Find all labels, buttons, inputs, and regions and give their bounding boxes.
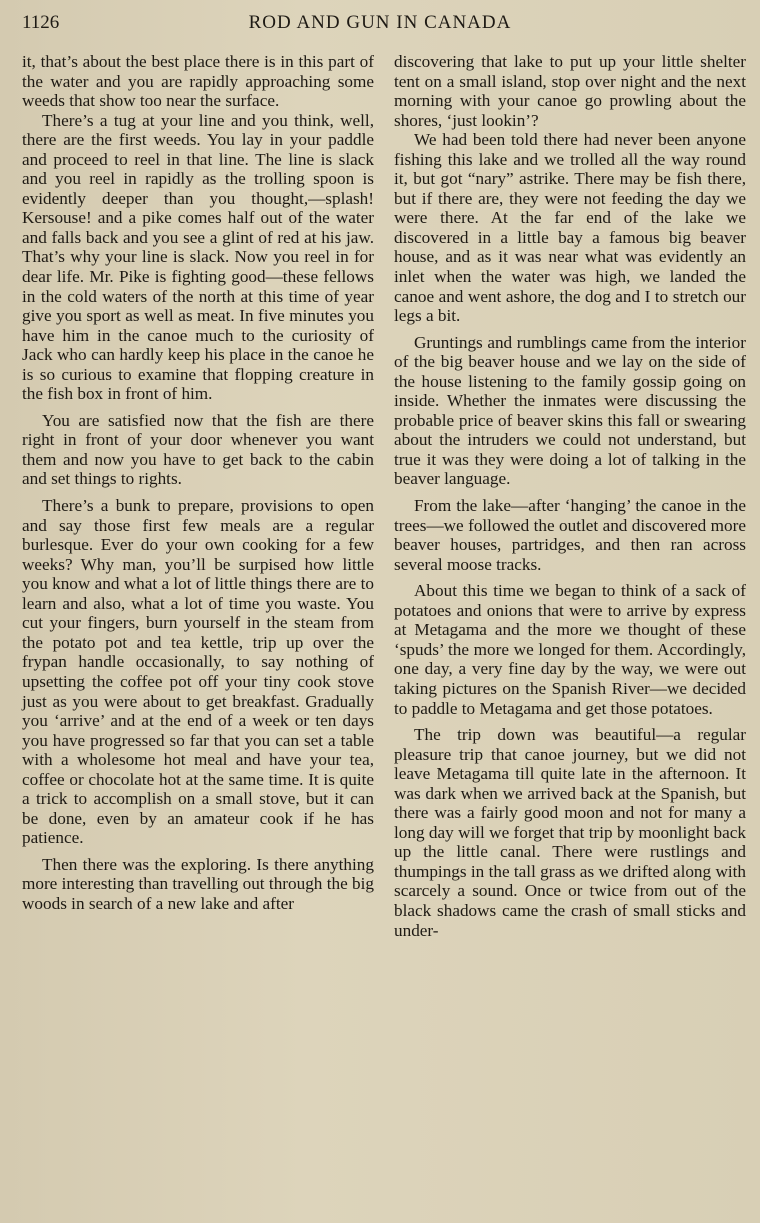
paragraph: We had been told there had never been anyone fishing this lake and we trolled all the way round it, but got “nary” astrike. There may be fish there, but if there are, they were not feeding the day we were there. At the far end of the lake we discovered in a little bay a famous big beaver house, and as it was near what was evidently an inlet when the water was high, we landed the canoe and went ashore, the dog and I to stretch our legs a bit. xyxy=(394,130,746,326)
paragraph: it, that’s about the best place there is in this part of the water and you are rapidly approaching some weeds that show too near the surface. xyxy=(22,52,374,111)
paragraph: The trip down was beautiful—a regular pleasure trip that canoe journey, but we did not leave Metagama till quite late in the afternoon. It was dark when we arrived back at the Spanish, but there was a fairly good moon and not for many a long day will we forget that trip by moonlight back up the little canal. There were rustlings and thumpings in the tall grass as we drifted along with scarcely a sound. Once or twice from out of the black shadows came the crash of small sticks and under- xyxy=(394,725,746,940)
running-title: ROD AND GUN IN CANADA xyxy=(248,12,512,33)
paragraph: Then there was the exploring. Is there anything more interesting than travelling out through the big woods in search of a new lake and after xyxy=(22,854,374,913)
paragraph: There’s a tug at your line and you think, well, there are the first weeds. You lay in your paddle and proceed to reel in that line. The line is slack and you reel in rapidly as the trolling spoon is evidently deeper than you thought,—splash! Kersouse! and a pike comes half out of the water and falls back and you see a glint of red at his jaw. That’s why your line is slack. Now you reel in for dear life. Mr. Pike is fighting good—these fellows in the cold waters of the north at this time of year give you sport as well as meat. In five minutes you have him in the canoe much to the curiosity of Jack who can hardly keep his place in the canoe he is so curious to examine that flopping creature in the fish box in front of him. xyxy=(22,110,374,404)
paragraph: discovering that lake to put up your little shelter tent on a small island, stop over night and the next morning with your canoe go prowling about the shores, ‘just lookin’? xyxy=(394,52,746,130)
paragraph: Gruntings and rumblings came from the interior of the big beaver house and we lay on the side of the house listening to the family gossip going on inside. Whether the inmates were discussing the probable price of beaver skins this fall or swearing about the intruders we could not understand, but true it was they were doing a lot of talking in the beaver language. xyxy=(394,332,746,489)
paragraph: There’s a bunk to prepare, provisions to open and say those first few meals are a regular burlesque. Ever do your own cooking for a few weeks? Why man, you’ll be surpised how little you know and what a lot of little things there are to learn and also, what a lot of time you waste. You cut your fingers, burn yourself in the steam from the potato pot and tea kettle, trip up over the frypan handle occasionally, to say nothing of upsetting the coffee pot off your tiny cook stove just as you were about to get breakfast. Gradually you ‘arrive’ and at the end of a week or ten days you have progressed so far that you can set a table with a wholesome hot meal and have your tea, coffee or chocolate hot at the same time. It is quite a trick to accomplish on a small stove, but it can be done, even by an amateur cook if he has patience. xyxy=(22,496,374,848)
page-number: 1126 xyxy=(22,12,60,33)
paragraph: About this time we began to think of a sack of potatoes and onions that were to arrive by express at Metagama and the more we thought of these ‘spuds’ the more we longed for them. Accordingly, one day, a very fine day by the way, we were out taking pictures on the Spanish River—we decided to paddle to Metagama and get those potatoes. xyxy=(394,581,746,718)
right-column xyxy=(394,52,746,940)
page-header xyxy=(0,8,760,40)
left-column xyxy=(22,52,374,914)
paragraph: From the lake—after ‘hanging’ the canoe in the trees—we followed the outlet and discovered more beaver houses, partridges, and then ran across several moose tracks. xyxy=(394,496,746,574)
paragraph: You are satisfied now that the fish are there right in front of your door whenever you want them and now you have to get back to the cabin and set things to rights. xyxy=(22,410,374,489)
